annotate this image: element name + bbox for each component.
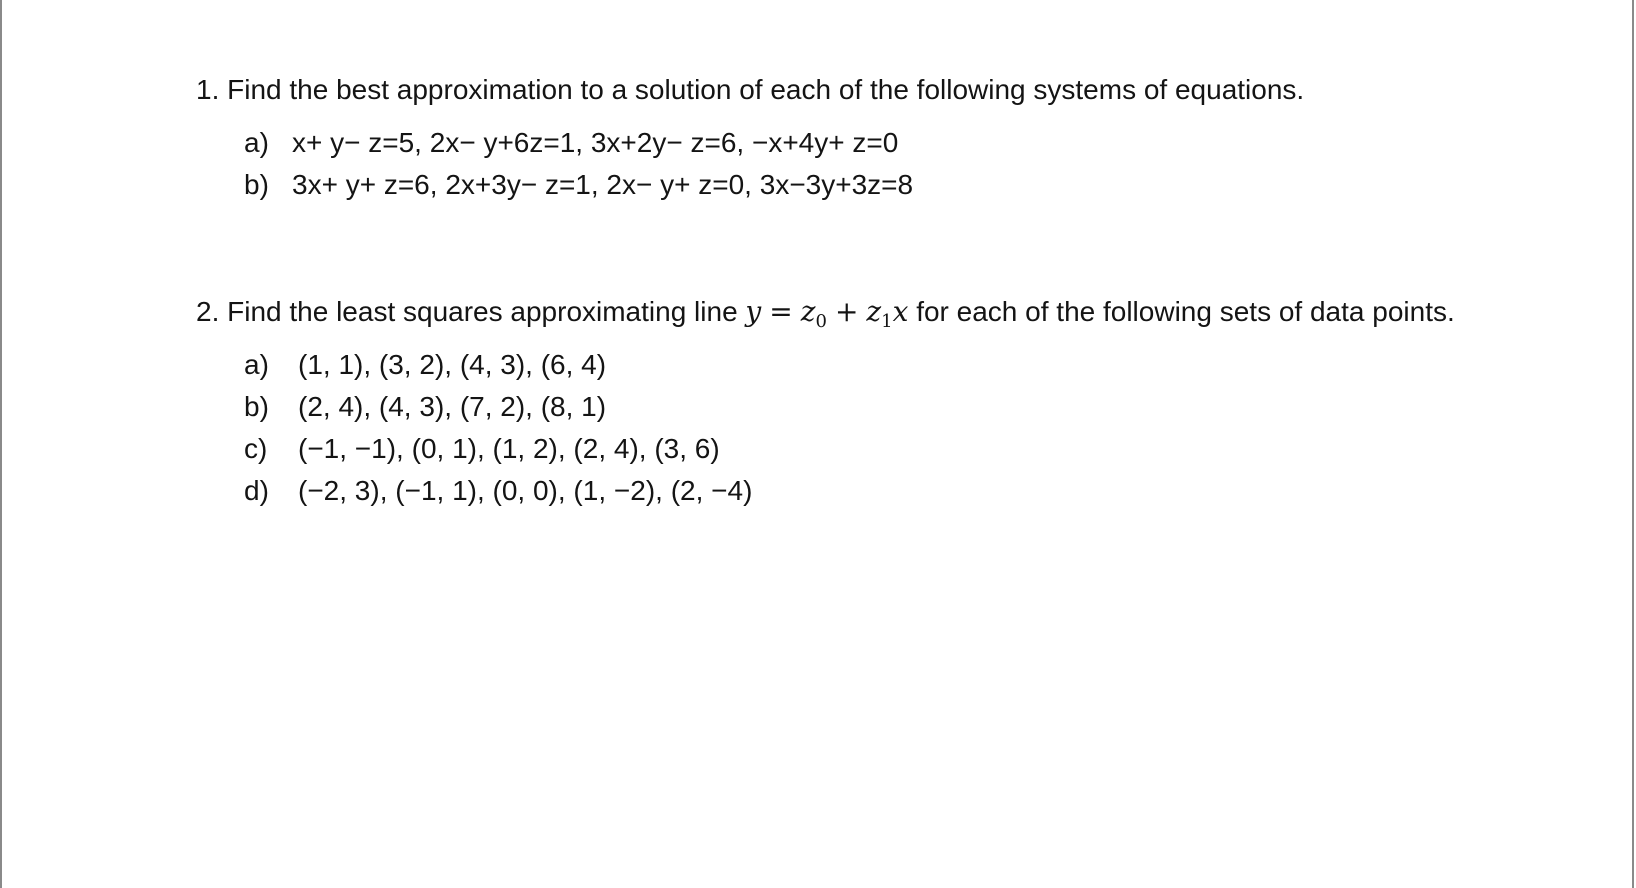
question-2-text-after: for each of the following sets of data points. xyxy=(908,296,1455,327)
item-label: a) xyxy=(244,349,269,380)
equation-system: 3x+ y+ z=6, 2x+3y− z=1, 2x− y+ z=0, 3x−3y+3z=8 xyxy=(292,169,914,200)
list-item xyxy=(244,122,1576,164)
question-1-list xyxy=(244,122,1576,206)
question-1 xyxy=(196,68,1576,206)
item-label: b) xyxy=(244,169,269,200)
math-equals: = xyxy=(769,295,793,328)
question-2-text-before: 2. Find the least squares approximating line xyxy=(196,296,746,327)
math-sub-0: 0 xyxy=(815,311,827,332)
list-item xyxy=(244,344,1576,386)
list-item xyxy=(244,386,1576,428)
item-label: d) xyxy=(244,475,269,506)
math-z0: z xyxy=(800,295,816,328)
math-y: y xyxy=(745,295,762,328)
data-points: (−1, −1), (0, 1), (1, 2), (2, 4), (3, 6) xyxy=(298,433,720,464)
math-x: x xyxy=(892,295,909,328)
math-sub-1: 1 xyxy=(881,311,893,332)
question-2 xyxy=(196,290,1576,512)
item-label: c) xyxy=(244,433,268,464)
question-2-text xyxy=(196,290,1576,334)
list-item xyxy=(244,428,1576,470)
data-points: (1, 1), (3, 2), (4, 3), (6, 4) xyxy=(298,349,607,380)
item-label: b) xyxy=(244,391,269,422)
math-plus: + xyxy=(834,295,859,328)
document-content xyxy=(196,68,1576,512)
line-equation xyxy=(745,295,909,332)
equation-system: x+ y− z=5, 2x− y+6z=1, 3x+2y− z=6, −x+4y+ z=0 xyxy=(292,127,899,158)
item-label: a) xyxy=(244,127,269,158)
question-1-text: 1. Find the best approximation to a solution of each of the following systems of equations. xyxy=(196,74,1305,105)
data-points: (−2, 3), (−1, 1), (0, 0), (1, −2), (2, −4) xyxy=(298,475,753,506)
math-z1: z xyxy=(866,295,882,328)
list-item xyxy=(244,164,1576,206)
data-points: (2, 4), (4, 3), (7, 2), (8, 1) xyxy=(298,391,607,422)
list-item xyxy=(244,470,1576,512)
question-2-list xyxy=(244,344,1576,512)
